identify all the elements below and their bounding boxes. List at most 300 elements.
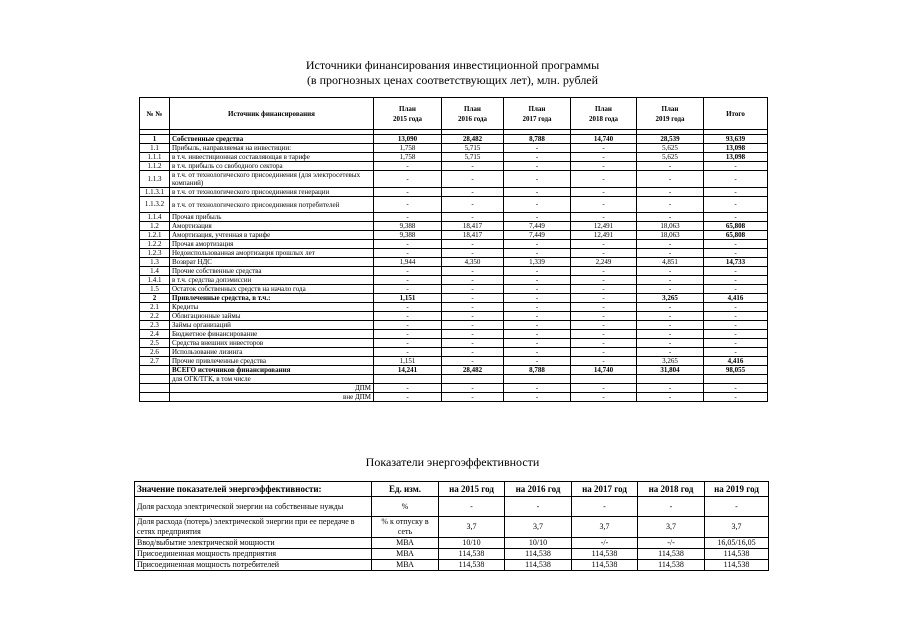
row-name: Привлеченные средства, в т.ч.: [170,294,374,303]
value-cell: - [374,312,442,321]
value-cell: - [637,276,704,285]
value-cell: 5,625 [637,144,704,153]
row-number: 2.6 [140,348,170,357]
table-row [140,188,768,197]
value-cell: - [571,312,637,321]
row-number: 1 [140,135,170,144]
value-cell: - [571,153,637,162]
table-row [140,276,768,285]
row-number [140,375,170,384]
value-cell: - [704,312,768,321]
value-cell: - [637,197,704,213]
efficiency-header-cell: на 2016 год [505,482,572,497]
row-name: в т.ч. от технологического присоединения потребителей [170,197,374,213]
row-name: Прочая амортизация [170,240,374,249]
row-name: Собственные средства [170,135,374,144]
value-cell: - [571,240,637,249]
value-cell: - [504,294,571,303]
value-cell: 4,416 [704,357,768,366]
value-cell: 3,265 [637,294,704,303]
row-number: 1.4.1 [140,276,170,285]
value-cell: - [571,294,637,303]
indicator-name: Присоединенная мощность потребителей [135,560,372,571]
row-number: 2.2 [140,312,170,321]
value-cell: - [442,240,504,249]
value-cell: - [374,348,442,357]
value-cell: - [504,303,571,312]
row-number: 2.3 [140,321,170,330]
value-cell: - [704,339,768,348]
value-cell: - [374,213,442,222]
value-cell: 18,063 [637,231,704,240]
value-cell: 93,639 [704,135,768,144]
value-cell: - [637,384,704,393]
value-cell: - [374,339,442,348]
value-cell: - [374,276,442,285]
value-cell: - [442,249,504,258]
row-number: 1.1.4 [140,213,170,222]
row-number: 1.2.3 [140,249,170,258]
value-cell: - [705,497,769,517]
value-cell: - [704,384,768,393]
value-cell: - [704,213,768,222]
value-cell: - [442,312,504,321]
row-name: ВСЕГО источников финансирования [170,366,374,375]
value-cell: - [504,312,571,321]
value-cell: - [637,240,704,249]
table-row [140,144,768,153]
row-number [140,366,170,375]
row-number: 1.1.2 [140,162,170,171]
value-cell: 10/10 [505,538,572,549]
value-cell: 65,808 [704,231,768,240]
value-cell: - [374,393,442,402]
value-cell: 7,449 [504,222,571,231]
table-row [140,231,768,240]
value-cell: - [374,267,442,276]
value-cell: - [442,294,504,303]
value-cell: - [704,285,768,294]
value-cell: 3,7 [439,517,505,538]
value-cell: - [504,267,571,276]
value-cell: - [374,285,442,294]
row-name: Остаток собственных средств на начало года [170,285,374,294]
table-row [135,549,769,560]
table-row [140,213,768,222]
value-cell: - [442,276,504,285]
value-cell: - [704,240,768,249]
row-number: 1.2.1 [140,231,170,240]
value-cell: 28,539 [637,135,704,144]
efficiency-header-cell: на 2015 год [439,482,505,497]
value-cell: 7,449 [504,231,571,240]
value-cell: - [504,339,571,348]
value-cell: 1,339 [504,258,571,267]
financing-header-cell: План 2019 года [637,98,704,130]
value-cell: -/- [638,538,705,549]
row-number: 1.4 [140,267,170,276]
value-cell: 13,098 [704,144,768,153]
value-cell: 114,538 [705,560,769,571]
table-row [135,497,769,517]
value-cell: - [572,497,638,517]
row-number: 1.2 [140,222,170,231]
value-cell: - [504,188,571,197]
financing-table-header [140,98,768,130]
value-cell: 3,7 [572,517,638,538]
value-cell: -/- [572,538,638,549]
value-cell: 1,758 [374,153,442,162]
value-cell: - [504,249,571,258]
value-cell: - [374,197,442,213]
table-row [140,294,768,303]
table-row [135,538,769,549]
value-cell: - [442,267,504,276]
value-cell: - [442,348,504,357]
row-number: 1.1.3.1 [140,188,170,197]
value-cell: 14,740 [571,135,637,144]
value-cell: - [442,330,504,339]
table-row [140,375,768,384]
value-cell: - [571,303,637,312]
value-cell: 3,7 [705,517,769,538]
value-cell: 114,538 [638,549,705,560]
row-name: Прочая прибыль [170,213,374,222]
table-row [140,366,768,375]
financing-header-cell: План 2016 года [442,98,504,130]
unit-cell: МВА [372,549,439,560]
value-cell: - [637,321,704,330]
value-cell: - [571,393,637,402]
value-cell: - [504,197,571,213]
row-name: Амортизация, учтенная в тарифе [170,231,374,240]
table-row [140,249,768,258]
row-number: 1.5 [140,285,170,294]
row-name: Бюджетное финансирование [170,330,374,339]
financing-title-line2: (в прогнозных ценах соответствующих лет), млн. рублей [306,73,599,87]
value-cell: 1,151 [374,357,442,366]
row-number: 1.1 [140,144,170,153]
value-cell: - [571,384,637,393]
value-cell: 1,151 [374,294,442,303]
value-cell: - [571,348,637,357]
table-row [140,285,768,294]
table-row [140,258,768,267]
value-cell: - [374,171,442,188]
value-cell: - [442,384,504,393]
value-cell: - [442,188,504,197]
value-cell: 1,758 [374,144,442,153]
value-cell: - [637,285,704,294]
value-cell: - [374,303,442,312]
value-cell: - [374,240,442,249]
row-name: Прочие собственные средства [170,267,374,276]
financing-title [0,58,905,88]
row-name: в т.ч. от технологического присоединения (для электросетевых компаний) [170,171,374,188]
value-cell: - [571,276,637,285]
value-cell: - [704,249,768,258]
value-cell: - [504,285,571,294]
financing-header-cell: № № [140,98,170,130]
value-cell: 13,090 [374,135,442,144]
value-cell: 18,417 [442,231,504,240]
row-name: Возврат НДС [170,258,374,267]
value-cell: 114,538 [572,549,638,560]
value-cell: - [704,267,768,276]
value-cell: - [442,393,504,402]
value-cell: 9,388 [374,231,442,240]
value-cell: - [504,357,571,366]
efficiency-header-cell: Ед. изм. [372,482,439,497]
value-cell: - [571,171,637,188]
row-name: в т.ч. инвестиционная составляющая в тарифе [170,153,374,162]
value-cell: 10/10 [439,538,505,549]
row-number: 1.2.2 [140,240,170,249]
table-row [140,357,768,366]
financing-table [139,97,768,402]
financing-title-line1: Источники финансирования инвестиционной программы [305,58,600,72]
table-row [140,153,768,162]
value-cell: 12,491 [571,222,637,231]
value-cell: - [571,213,637,222]
financing-header-cell: Источник финансирования [170,98,374,130]
efficiency-table [134,481,769,571]
table-row [140,303,768,312]
value-cell: - [571,144,637,153]
unit-cell: МВА [372,538,439,549]
value-cell: - [504,162,571,171]
value-cell: 3,7 [638,517,705,538]
value-cell: - [637,312,704,321]
value-cell: - [374,384,442,393]
value-cell: 114,538 [505,549,572,560]
table-row [140,197,768,213]
value-cell: 31,804 [637,366,704,375]
row-number [140,393,170,402]
value-cell: - [704,171,768,188]
table-row [140,384,768,393]
value-cell: - [704,162,768,171]
row-name: Прочие привлеченные средства [170,357,374,366]
value-cell: 5,625 [637,153,704,162]
value-cell: - [637,162,704,171]
value-cell: - [504,240,571,249]
value-cell: 1,944 [374,258,442,267]
value-cell: - [374,188,442,197]
value-cell: - [442,213,504,222]
value-cell: - [504,171,571,188]
value-cell: - [637,171,704,188]
efficiency-header-cell: Значение показателей энергоэффективности: [135,482,372,497]
value-cell: - [637,267,704,276]
value-cell: 4,851 [637,258,704,267]
value-cell [704,375,768,384]
indicator-name: Присоединенная мощность предприятия [135,549,372,560]
value-cell: - [504,144,571,153]
row-number: 2.7 [140,357,170,366]
value-cell: - [571,188,637,197]
value-cell: - [571,339,637,348]
indicator-name: Доля расхода (потерь) электрической энергии при ее передаче в сетях предприятия [135,517,372,538]
row-number: 1.1.1 [140,153,170,162]
value-cell: 2,249 [571,258,637,267]
efficiency-header-cell: на 2017 год [572,482,638,497]
value-cell: 114,538 [439,549,505,560]
value-cell: - [442,197,504,213]
efficiency-title: Показатели энергоэффективности [365,455,540,469]
value-cell: 65,808 [704,222,768,231]
value-cell: - [442,171,504,188]
table-row [140,321,768,330]
table-row [140,162,768,171]
row-name: в т.ч. средства допэмиссии [170,276,374,285]
value-cell: 3,265 [637,357,704,366]
value-cell [637,375,704,384]
financing-header-cell: Итого [704,98,768,130]
value-cell: - [571,267,637,276]
value-cell: - [637,348,704,357]
table-row [135,517,769,538]
value-cell: - [442,321,504,330]
financing-header-cell: План 2018 года [571,98,637,130]
value-cell: - [704,321,768,330]
value-cell: - [439,497,505,517]
table-row [140,222,768,231]
value-cell: - [571,321,637,330]
value-cell: 8,788 [504,135,571,144]
value-cell: 114,538 [638,560,705,571]
row-number [140,384,170,393]
table-row [140,240,768,249]
efficiency-header-cell: на 2019 год [705,482,769,497]
value-cell: 114,538 [572,560,638,571]
value-cell: - [442,357,504,366]
row-name: Средства внешних инвесторов [170,339,374,348]
value-cell: 18,417 [442,222,504,231]
value-cell: 98,055 [704,366,768,375]
value-cell: - [638,497,705,517]
value-cell: 12,491 [571,231,637,240]
value-cell: 14,733 [704,258,768,267]
table-row [140,267,768,276]
row-name: вне ДПМ [170,393,374,402]
value-cell: 28,482 [442,366,504,375]
value-cell: 8,788 [504,366,571,375]
table-row [140,330,768,339]
value-cell: 114,538 [505,560,572,571]
table-row [140,171,768,188]
financing-header-cell: План 2017 года [504,98,571,130]
table-row [140,312,768,321]
row-number: 1.1.3 [140,171,170,188]
financing-header-cell: План 2015 года [374,98,442,130]
row-number: 1.1.3.2 [140,197,170,213]
value-cell: 4,350 [442,258,504,267]
value-cell: 5,715 [442,144,504,153]
value-cell: 18,063 [637,222,704,231]
value-cell: - [505,497,572,517]
indicator-name: Ввод/выбытие электрической мощности [135,538,372,549]
value-cell: - [637,339,704,348]
value-cell: - [704,303,768,312]
table-row [140,348,768,357]
value-cell: - [571,285,637,294]
value-cell: 13,098 [704,153,768,162]
table-row [135,560,769,571]
value-cell: 114,538 [705,549,769,560]
value-cell: - [704,197,768,213]
value-cell: - [637,249,704,258]
value-cell: - [442,285,504,294]
efficiency-header-cell: на 2018 год [638,482,705,497]
row-number: 1.3 [140,258,170,267]
table-row [140,339,768,348]
value-cell: - [504,213,571,222]
value-cell: - [442,339,504,348]
unit-cell: % к отпуску в сеть [372,517,439,538]
value-cell: - [374,249,442,258]
value-cell: - [504,276,571,285]
value-cell [571,375,637,384]
row-name: Облигационные займы [170,312,374,321]
value-cell: - [571,162,637,171]
row-number: 2.1 [140,303,170,312]
value-cell: - [571,330,637,339]
value-cell: 4,416 [704,294,768,303]
value-cell: - [704,348,768,357]
value-cell: - [504,321,571,330]
value-cell: - [374,162,442,171]
unit-cell: МВА [372,560,439,571]
value-cell: - [504,348,571,357]
row-name: Кредиты [170,303,374,312]
value-cell: - [374,330,442,339]
value-cell: - [637,330,704,339]
value-cell: 14,241 [374,366,442,375]
row-name: Недоиспользованная амортизация прошлых лет [170,249,374,258]
unit-cell: % [372,497,439,517]
value-cell: - [504,330,571,339]
value-cell: 5,715 [442,153,504,162]
row-number: 2.5 [140,339,170,348]
value-cell: - [504,384,571,393]
value-cell: 28,482 [442,135,504,144]
efficiency-table-header [135,482,769,497]
value-cell: - [571,357,637,366]
row-number: 2.4 [140,330,170,339]
value-cell: 14,740 [571,366,637,375]
row-name: в т.ч. прибыль со свободного сектора [170,162,374,171]
value-cell: - [704,188,768,197]
value-cell: - [571,249,637,258]
indicator-name: Доля расхода электрической энергии на собственные нужды [135,497,372,517]
row-name: Займы организаций [170,321,374,330]
row-name: Использование лизинга [170,348,374,357]
value-cell: 114,538 [439,560,505,571]
table-row [140,135,768,144]
value-cell: - [504,153,571,162]
value-cell: - [704,330,768,339]
value-cell: - [704,393,768,402]
row-name: ДПМ [170,384,374,393]
value-cell [442,375,504,384]
value-cell: - [637,393,704,402]
value-cell: - [704,276,768,285]
value-cell: - [637,213,704,222]
value-cell: - [442,162,504,171]
value-cell [374,375,442,384]
value-cell: - [571,197,637,213]
